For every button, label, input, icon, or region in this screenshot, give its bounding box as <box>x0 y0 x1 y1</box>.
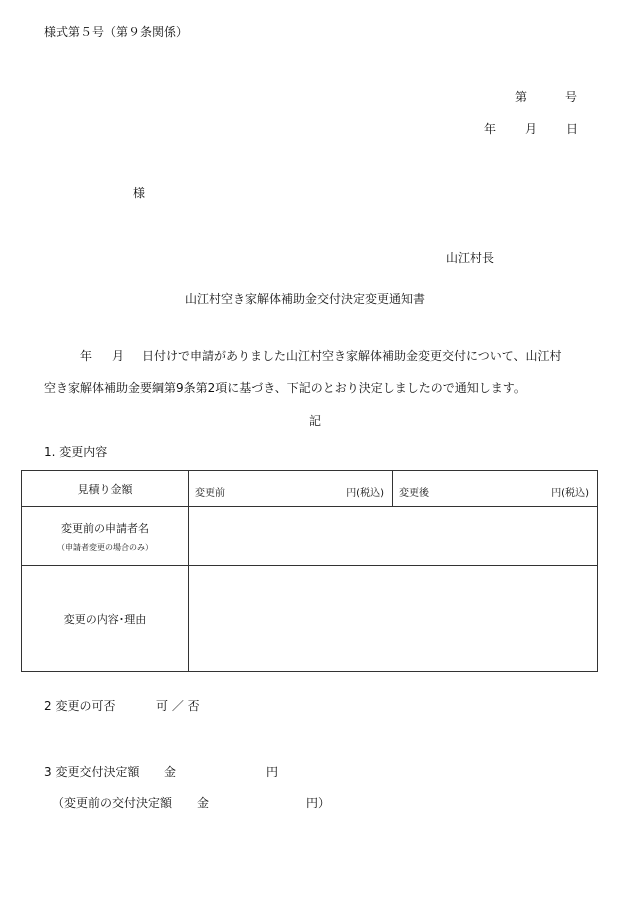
applicant-value-cell[interactable] <box>189 507 598 566</box>
document-title: 山江村空き家解体補助金交付決定変更通知書 <box>185 292 426 306</box>
before-unit: 円(税込) <box>346 488 384 499</box>
body-date-month: 月 <box>112 349 125 363</box>
addressee-suffix: 様 <box>133 186 146 200</box>
applicant-label-cell <box>22 507 189 566</box>
prev-amount-kin-label: 金 <box>197 796 210 810</box>
ki-label: 記 <box>309 414 322 428</box>
amount-yen-label: 円 <box>266 765 279 779</box>
after-label: 変更後 <box>399 488 429 499</box>
table-row <box>22 471 598 507</box>
after-amount-cell[interactable] <box>393 471 598 507</box>
applicant-note: （申請者変更の場合のみ） <box>57 542 153 552</box>
change-content-table <box>21 470 598 672</box>
prev-amount-yen-label: 円） <box>306 796 331 810</box>
section-3-heading: 3 変更交付決定額 <box>44 765 140 779</box>
prev-amount-prefix: （変更前の交付決定額 <box>52 796 173 810</box>
form-number: 様式第５号（第９条関係） <box>44 25 189 39</box>
date-year-label: 年 <box>484 122 497 136</box>
body-line-1: 日付けで申請がありました山江村空き家解体補助金変更交付について、山江村 <box>142 349 562 363</box>
body-date-year: 年 <box>80 349 93 363</box>
reason-value-cell[interactable] <box>189 566 598 672</box>
table-row <box>22 507 598 566</box>
before-amount-cell[interactable] <box>189 471 393 507</box>
number-go-label: 号 <box>565 90 578 104</box>
estimate-label-cell <box>22 471 189 507</box>
before-label: 変更前 <box>195 488 225 499</box>
after-unit: 円(税込) <box>551 488 589 499</box>
section-2-heading: 2 変更の可否 <box>44 699 116 713</box>
number-dai-label: 第 <box>515 90 528 104</box>
date-month-label: 月 <box>525 122 538 136</box>
table-row <box>22 566 598 672</box>
date-day-label: 日 <box>566 122 579 136</box>
reason-label-cell <box>22 566 189 672</box>
approval-options[interactable]: 可 ／ 否 <box>156 699 200 713</box>
applicant-label: 変更前の申請者名 <box>61 521 149 535</box>
amount-kin-label: 金 <box>164 765 177 779</box>
reason-label: 変更の内容･理由 <box>63 612 147 626</box>
section-1-heading: 1. 変更内容 <box>44 445 108 459</box>
issuer: 山江村長 <box>446 251 495 265</box>
estimate-label: 見積り金額 <box>77 482 133 496</box>
body-line-2: 空き家解体補助金要綱第9条第2項に基づき、下記のとおり決定しましたので通知します。 <box>44 381 526 395</box>
